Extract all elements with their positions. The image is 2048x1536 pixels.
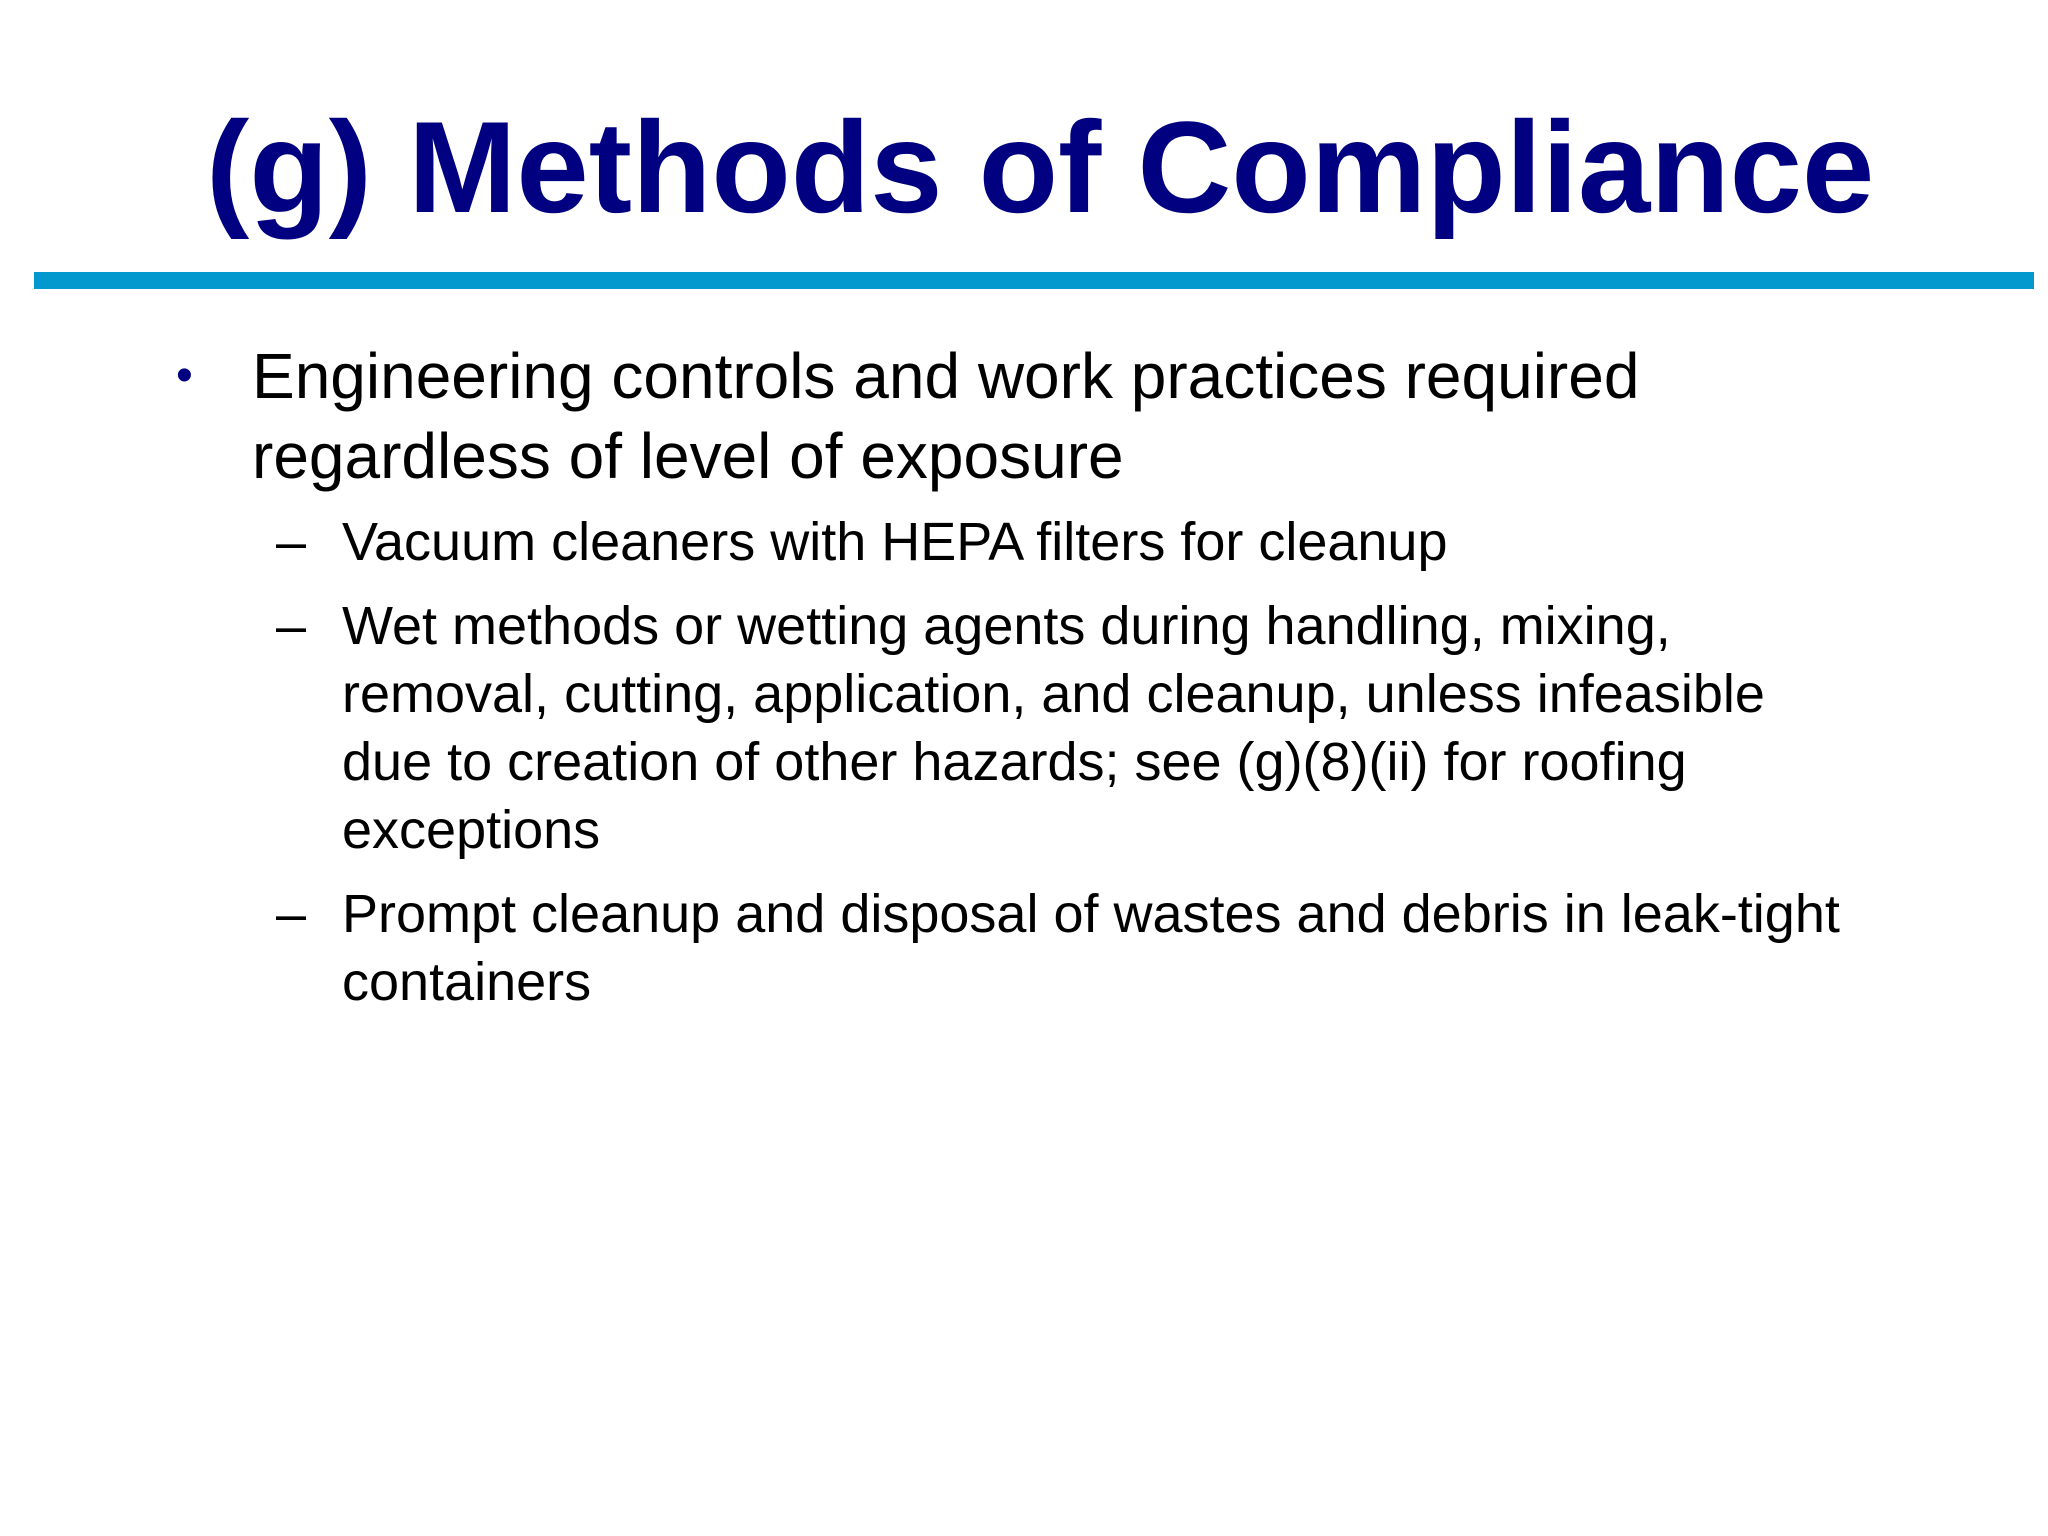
sub-bullet-item xyxy=(0,592,1862,864)
slide-title: (g) Methods of Compliance xyxy=(206,94,1875,240)
bullet-text: Engineering controls and work practices required regardless of level of exposure xyxy=(252,340,1640,492)
sub-bullet-text: Vacuum cleaners with HEPA filters for cleanup xyxy=(342,512,1448,572)
bullet-item xyxy=(0,336,1812,496)
sub-bullet-list xyxy=(0,508,2048,1016)
sub-bullet-text: Wet methods or wetting agents during handling, mixing, removal, cutting, application, and cleanup, unless infeasible due to creation of other hazards; see (g)(8)(ii) for roofing exceptions xyxy=(342,596,1765,860)
sub-bullet-item xyxy=(0,508,1862,576)
title-divider xyxy=(34,272,2034,289)
dash-icon: – xyxy=(276,884,307,944)
sub-bullet-item xyxy=(0,880,1862,1016)
dash-icon: – xyxy=(276,512,307,572)
sub-bullet-text: Prompt cleanup and disposal of wastes and debris in leak-tight containers xyxy=(342,884,1840,1012)
dash-icon: – xyxy=(276,596,307,656)
bullet-dot-icon: • xyxy=(176,349,193,402)
slide-content xyxy=(0,336,2048,1032)
